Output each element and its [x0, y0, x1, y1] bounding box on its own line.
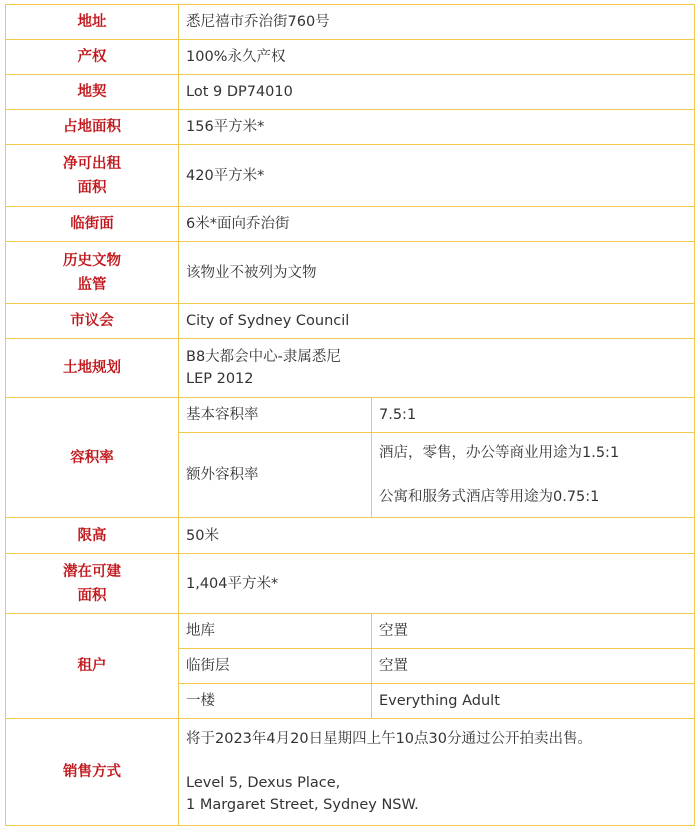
- label-fsr: 容积率: [6, 398, 179, 518]
- row-tenant-basement: [6, 614, 695, 649]
- fsr-base-value: 7.5:1: [372, 398, 695, 433]
- label-title: 地契: [6, 75, 179, 110]
- row-sale: [6, 719, 695, 826]
- row-frontage: [6, 207, 695, 242]
- row-potential-gfa: [6, 554, 695, 614]
- row-tenure: [6, 40, 695, 75]
- tenant-level: 一楼: [179, 684, 372, 719]
- label-heritage: 历史文物 监管: [6, 242, 179, 304]
- value-site-area: 156平方米*: [179, 110, 695, 145]
- label-council: 市议会: [6, 304, 179, 339]
- tenant-level: 临街层: [179, 649, 372, 684]
- fsr-bonus-label: 额外容积率: [179, 433, 372, 518]
- label-nla: 净可出租 面积: [6, 145, 179, 207]
- row-title: [6, 75, 695, 110]
- tenant-name: 空置: [372, 649, 695, 684]
- value-address: 悉尼禧市乔治街760号: [179, 5, 695, 40]
- value-sale: 将于2023年4月20日星期四上午10点30分通过公开拍卖出售。 Level 5, Dexus Place, 1 Margaret Street, Sydney NSW.: [179, 719, 695, 826]
- label-potential-gfa: 潜在可建 面积: [6, 554, 179, 614]
- label-height: 限高: [6, 518, 179, 554]
- row-site-area: [6, 110, 695, 145]
- tenant-level: 地库: [179, 614, 372, 649]
- fsr-bonus-value: 酒店，零售，办公等商业用途为1.5:1 公寓和服务式酒店等用途为0.75:1: [372, 433, 695, 518]
- row-nla: [6, 145, 695, 207]
- row-height: [6, 518, 695, 554]
- value-council: City of Sydney Council: [179, 304, 695, 339]
- label-address: 地址: [6, 5, 179, 40]
- tenant-name: Everything Adult: [372, 684, 695, 719]
- label-site-area: 占地面积: [6, 110, 179, 145]
- row-fsr-base: [6, 398, 695, 433]
- tenant-name: 空置: [372, 614, 695, 649]
- value-nla: 420平方米*: [179, 145, 695, 207]
- value-frontage: 6米*面向乔治街: [179, 207, 695, 242]
- label-frontage: 临街面: [6, 207, 179, 242]
- label-tenure: 产权: [6, 40, 179, 75]
- label-tenants: 租户: [6, 614, 179, 719]
- property-details-table: [5, 4, 695, 826]
- label-zoning: 土地规划: [6, 339, 179, 398]
- fsr-base-label: 基本容积率: [179, 398, 372, 433]
- value-potential-gfa: 1,404平方米*: [179, 554, 695, 614]
- value-height: 50米: [179, 518, 695, 554]
- label-sale: 销售方式: [6, 719, 179, 826]
- row-council: [6, 304, 695, 339]
- row-address: [6, 5, 695, 40]
- value-tenure: 100%永久产权: [179, 40, 695, 75]
- value-zoning: B8大都会中心-隶属悉尼 LEP 2012: [179, 339, 695, 398]
- value-title: Lot 9 DP74010: [179, 75, 695, 110]
- row-zoning: [6, 339, 695, 398]
- value-heritage: 该物业不被列为文物: [179, 242, 695, 304]
- row-heritage: [6, 242, 695, 304]
